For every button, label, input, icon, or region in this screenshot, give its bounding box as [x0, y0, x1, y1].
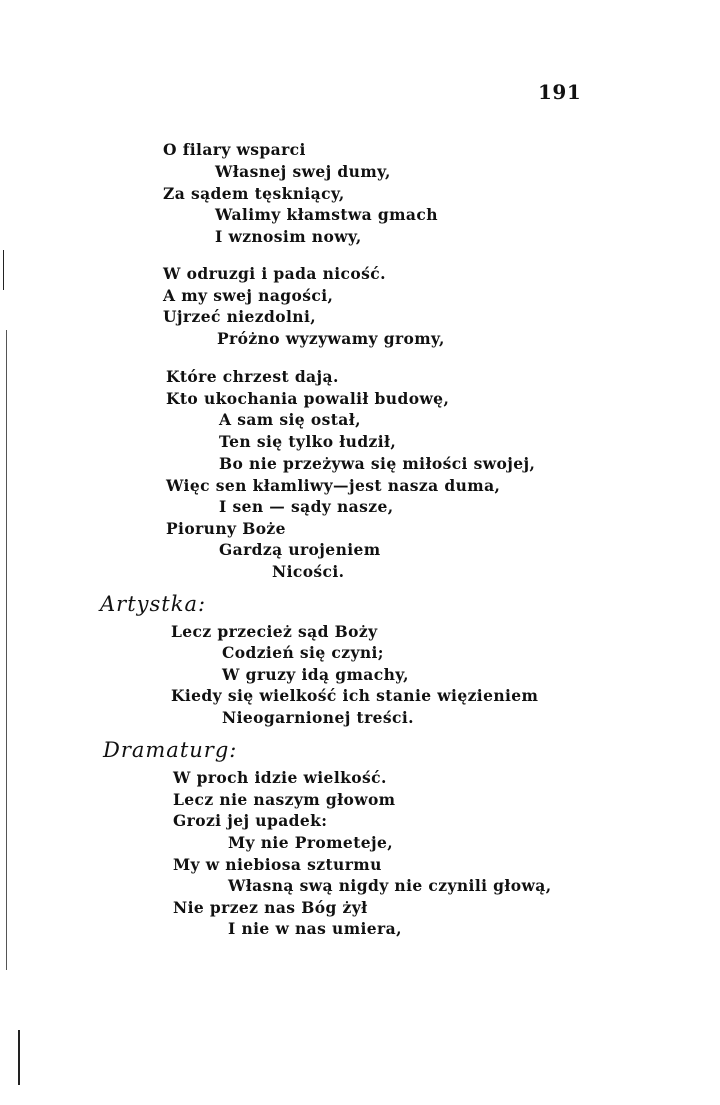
speaker-name: Artystka:	[100, 592, 207, 616]
page-number: 191	[538, 80, 582, 104]
verse-line: I nie w nas umiera,	[228, 919, 402, 938]
verse-line: Próżno wyzywamy gromy,	[217, 329, 445, 348]
verse-line: Walimy kłamstwa gmach	[215, 205, 438, 224]
verse-line: Nie przez nas Bóg żył	[173, 898, 368, 917]
verse-line: W proch idzie wielkość.	[173, 768, 387, 787]
verse-line: My w niebiosa szturmu	[173, 855, 382, 874]
verse-line: Które chrzest dają.	[166, 367, 339, 386]
verse-line: O filary wsparci	[163, 140, 306, 159]
scan-edge-mark	[3, 250, 4, 290]
verse-line: Lecz nie naszym głowom	[173, 790, 396, 809]
verse-line: I sen — sądy nasze,	[219, 497, 394, 516]
verse-line: Pioruny Boże	[166, 519, 286, 538]
verse-line: Grozi jej upadek:	[173, 811, 328, 830]
verse-line: A my swej nagości,	[163, 286, 334, 305]
verse-line: Nieogarnionej treści.	[222, 708, 414, 727]
verse-line: Kiedy się wielkość ich stanie więzieniem	[171, 686, 539, 705]
verse-line: I wznosim nowy,	[215, 227, 362, 246]
verse-line: Bo nie przeżywa się miłości swojej,	[219, 454, 536, 473]
verse-line: My nie Prometeje,	[228, 833, 394, 852]
verse-line: Własną swą nigdy nie czynili głową,	[228, 876, 552, 895]
verse-line: Więc sen kłamliwy—jest nasza duma,	[166, 476, 501, 495]
verse-line: Za sądem tęskniący,	[163, 184, 345, 203]
verse-line: Nicości.	[272, 562, 345, 581]
scan-edge-mark	[6, 330, 7, 970]
speaker-name: Dramaturg:	[103, 738, 238, 762]
verse-line: Gardzą urojeniem	[219, 540, 381, 559]
verse-line: Codzień się czyni;	[222, 643, 384, 662]
verse-line: A sam się ostał,	[219, 410, 361, 429]
verse-line: W gruzy idą gmachy,	[222, 665, 409, 684]
verse-line: Ujrzeć niezdolni,	[163, 307, 317, 326]
verse-line: Własnej swej dumy,	[215, 162, 391, 181]
verse-line: Kto ukochania powalił budowę,	[166, 389, 450, 408]
verse-line: Ten się tylko łudził,	[219, 432, 397, 451]
scan-edge-mark	[18, 1030, 20, 1085]
verse-line: W odruzgi i pada nicość.	[163, 264, 386, 283]
verse-line: Lecz przecież sąd Boży	[171, 622, 378, 641]
